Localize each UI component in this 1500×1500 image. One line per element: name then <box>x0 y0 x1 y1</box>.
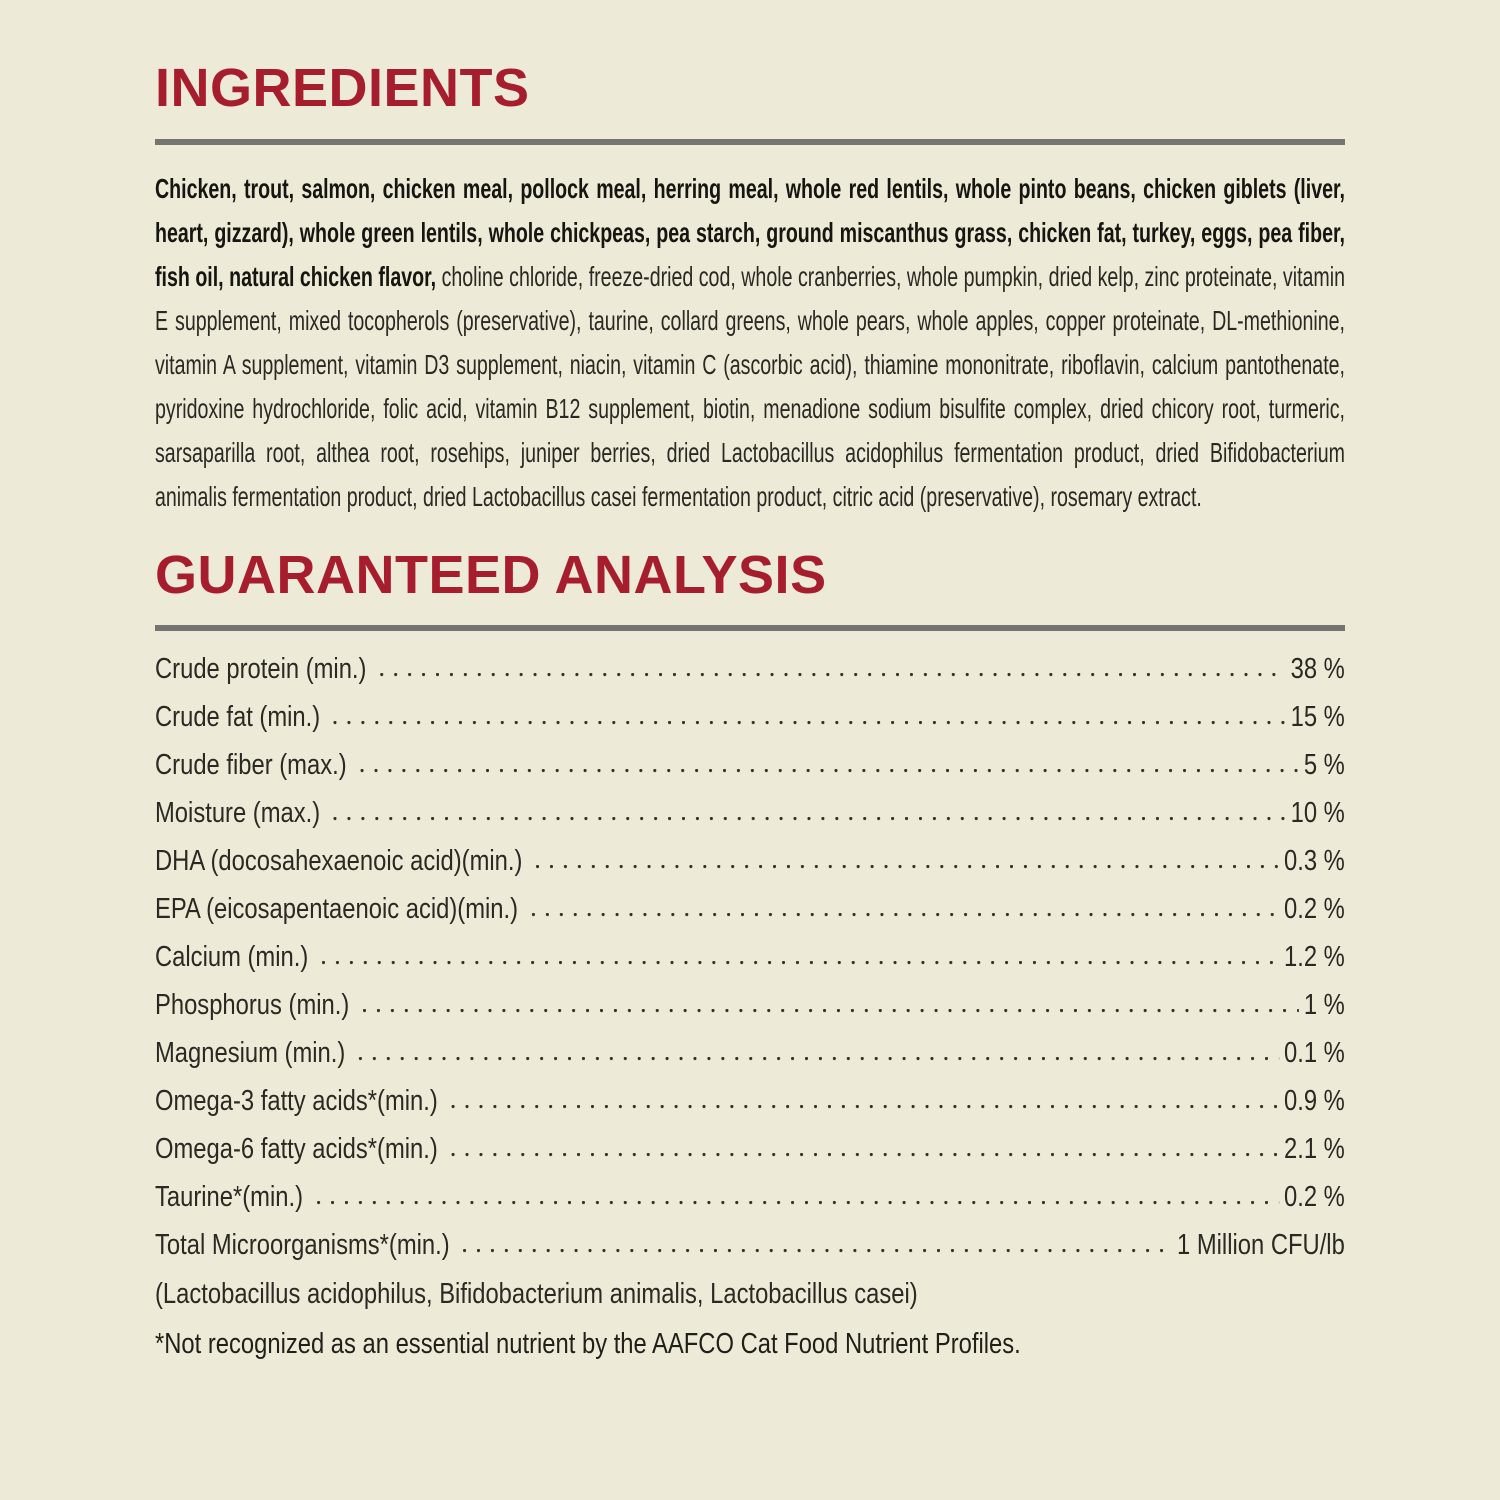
analysis-row <box>155 885 1345 933</box>
guaranteed-analysis-body <box>155 645 1345 1367</box>
analysis-row-label: EPA (eicosapentaenoic acid)(min.) <box>155 893 519 926</box>
analysis-row <box>155 837 1345 885</box>
analysis-row-label: Omega-6 fatty acids*(min.) <box>155 1133 438 1166</box>
analysis-row-value: 15 % <box>1290 701 1345 734</box>
analysis-row-label: Crude protein (min.) <box>155 653 367 686</box>
guaranteed-analysis-section <box>155 544 1345 1368</box>
analysis-row-label: Calcium (min.) <box>155 941 309 974</box>
analysis-row-label: Moisture (max.) <box>155 797 321 830</box>
dotted-leader <box>458 1249 1172 1254</box>
dotted-leader <box>375 673 1286 678</box>
dotted-leader <box>446 1105 1279 1110</box>
analysis-row <box>155 1029 1345 1077</box>
analysis-row-value: 38 % <box>1290 653 1345 686</box>
dotted-leader <box>355 769 1299 774</box>
analysis-row-value: 5 % <box>1303 749 1345 782</box>
guaranteed-analysis-divider <box>155 625 1345 631</box>
ingredients-section <box>155 60 1345 519</box>
analysis-row <box>155 1125 1345 1173</box>
analysis-row <box>155 645 1345 693</box>
analysis-row-label: Taurine*(min.) <box>155 1181 304 1214</box>
ingredients-regular-text: choline chloride, freeze-dried cod, whole cranberries, whole pumpkin, dried kelp, zinc proteinate, vitamin E supplement, mixed tocopherols (preservative), taurine, collard greens, whole pears, whole apples, copper proteinate, DL-methionine, vitamin A supplement, vitamin D3 supplement, niacin, vitamin C (ascorbic acid), thiamine mononitrate, riboflavin, calcium pantothenate, pyridoxine hydrochloride, folic acid, vitamin B12 supplement, biotin, menadione sodium bisulfite complex, dried chicory root, turmeric, sarsaparilla root, althea root, rosehips, juniper berries, dried Lactobacillus acidophilus fermentation product, dried Bifidobacterium animalis fermentation product, dried Lactobacillus casei fermentation product, citric acid (preservative), rosemary extract. <box>155 260 1345 512</box>
analysis-row-value: 0.2 % <box>1283 1181 1345 1214</box>
analysis-row-value: 1 % <box>1303 989 1345 1022</box>
analysis-row-value: 0.1 % <box>1283 1037 1345 1070</box>
analysis-row-label: Omega-3 fatty acids*(min.) <box>155 1085 438 1118</box>
analysis-row <box>155 1077 1345 1125</box>
analysis-row-label: Total Microorganisms*(min.) <box>155 1229 450 1262</box>
analysis-row <box>155 741 1345 789</box>
analysis-row <box>155 1173 1345 1221</box>
analysis-row-label: DHA (docosahexaenoic acid)(min.) <box>155 845 523 878</box>
dotted-leader <box>446 1153 1279 1158</box>
analysis-row-value: 10 % <box>1290 797 1345 830</box>
dotted-leader <box>328 817 1285 822</box>
analysis-row-value: 0.3 % <box>1283 845 1345 878</box>
analysis-row <box>155 933 1345 981</box>
ingredients-title: INGREDIENTS <box>155 58 530 118</box>
dotted-leader <box>328 721 1285 726</box>
analysis-row <box>155 693 1345 741</box>
analysis-row-value: 0.9 % <box>1283 1085 1345 1118</box>
dotted-leader <box>353 1057 1279 1062</box>
dotted-leader <box>311 1201 1279 1206</box>
analysis-row-label: Crude fat (min.) <box>155 701 321 734</box>
analysis-row-value: 2.1 % <box>1283 1133 1345 1166</box>
analysis-footnote: *Not recognized as an essential nutrient by the AAFCO Cat Food Nutrient Profiles. <box>155 1328 1021 1361</box>
analysis-row <box>155 789 1345 837</box>
analysis-row <box>155 981 1345 1029</box>
ingredients-divider <box>155 139 1345 145</box>
dotted-leader <box>316 961 1279 966</box>
analysis-row-value: 1 Million CFU/lb <box>1176 1229 1345 1262</box>
microorganisms-note: (Lactobacillus acidophilus, Bifidobacterium animalis, Lactobacillus casei) <box>155 1278 918 1311</box>
ingredients-bold-text: Chicken, trout, salmon, chicken meal, pollock meal, herring meal, whole red lentils, whole pinto beans, chicken giblets (liver, heart, gizzard), whole green lentils, whole chickpeas, pea starch, ground miscanthus grass, chicken fat, turkey, eggs, pea fiber, fish oil, natural chicken flavor, <box>155 172 1345 292</box>
dotted-leader <box>526 913 1279 918</box>
analysis-row-label: Magnesium (min.) <box>155 1037 346 1070</box>
dotted-leader <box>357 1009 1298 1014</box>
guaranteed-analysis-title: GUARANTEED ANALYSIS <box>155 544 827 605</box>
analysis-row-label: Phosphorus (min.) <box>155 989 350 1022</box>
analysis-row <box>155 1221 1345 1269</box>
analysis-row-value: 0.2 % <box>1283 893 1345 926</box>
dotted-leader <box>531 865 1279 870</box>
analysis-table <box>155 645 1345 1269</box>
analysis-row-value: 1.2 % <box>1283 941 1345 974</box>
analysis-row-label: Crude fiber (max.) <box>155 749 347 782</box>
ingredients-paragraph <box>155 167 1345 519</box>
